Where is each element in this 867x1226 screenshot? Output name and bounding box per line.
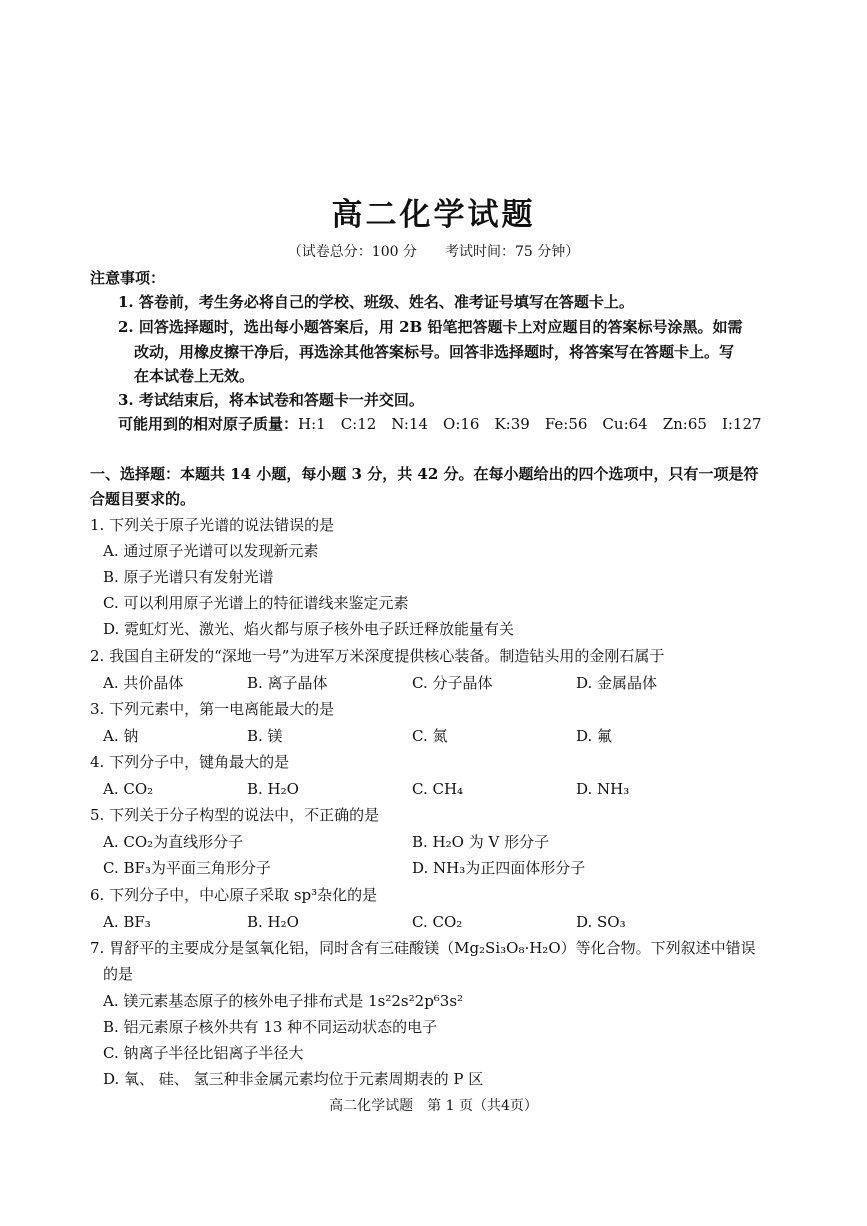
atomic-mass-line: [118, 414, 762, 434]
option: D. NH₃: [576, 780, 630, 798]
option: C. CH₄: [412, 780, 464, 798]
option: D. 氧、 硅、 氢三种非金属元素均位于元素周期表的 P 区: [103, 1070, 484, 1088]
question-stem: 7. 胃舒平的主要成分是氢氧化铝，同时含有三硅酸镁（Mg₂Si₃O₈·H₂O）等化合物。下列叙述中错误: [90, 939, 756, 957]
option: B. 原子光谱只有发射光谱: [103, 568, 274, 586]
notice-item: 1. 答卷前，考生务必将自己的学校、班级、姓名、准考证号填写在答题卡上。: [118, 293, 634, 311]
question-stem: 1. 下列关于原子光谱的说法错误的是: [90, 516, 335, 534]
option: A. BF₃: [103, 913, 151, 931]
option: C. 可以利用原子光谱上的特征谱线来鉴定元素: [103, 594, 409, 612]
notice-item: 在本试卷上无效。: [134, 367, 255, 385]
option: C. 钠离子半径比铝离子半径大: [103, 1044, 304, 1062]
option: C. 氮: [412, 727, 448, 745]
option: D. 金属晶体: [576, 674, 658, 692]
question-stem: 2. 我国自主研发的“深地一号”为进军万米深度提供核心装备。制造钻头用的金刚石属于: [90, 647, 665, 665]
option: A. CO₂为直线形分子: [103, 833, 244, 851]
option: B. H₂O: [247, 913, 299, 931]
notice-item: 3. 考试结束后，将本试卷和答题卡一并交回。: [118, 391, 424, 409]
option: D. 霓虹灯光、激光、焰火都与原子核外电子跃迁释放能量有关: [103, 620, 515, 638]
option: B. H₂O: [247, 780, 299, 798]
option: C. 分子晶体: [412, 674, 493, 692]
question-stem: 5. 下列关于分子构型的说法中，不正确的是: [90, 806, 380, 824]
option: A. 镁元素基态原子的核外电子排布式是 1s²2s²2p⁶3s²: [103, 992, 464, 1010]
page-footer: 高二化学试题 第 1 页（共4页）: [329, 1098, 538, 1114]
question-stem: 3. 下列元素中，第一电离能最大的是: [90, 700, 335, 718]
option: A. 共价晶体: [103, 674, 184, 692]
option: D. SO₃: [576, 913, 626, 931]
notice-heading: 注意事项：: [90, 269, 166, 287]
exam-info: （试卷总分：100 分 考试时间：75 分钟）: [287, 244, 580, 260]
option: A. CO₂: [103, 780, 154, 798]
page-title: 高二化学试题: [331, 197, 536, 233]
option: A. 钠: [103, 727, 139, 745]
option: D. 氟: [576, 727, 613, 745]
option: B. 离子晶体: [247, 674, 328, 692]
option: D. NH₃为正四面体形分子: [412, 859, 586, 877]
atomic-mass-values: H:1 C:12 N:14 O:16 K:39 Fe:56 Cu:64 Zn:65 I:127: [298, 415, 762, 433]
question-stem-cont: 的是: [103, 965, 134, 983]
notice-item: 改动，用橡皮擦干净后，再选涂其他答案标号。回答非选择题时，将答案写在答题卡上。写: [134, 343, 735, 361]
option: C. BF₃为平面三角形分子: [103, 859, 271, 877]
section-heading-cont: 合题目要求的。: [90, 490, 196, 508]
atomic-mass-label: 可能用到的相对原子质量：: [118, 415, 299, 433]
question-stem: 6. 下列分子中，中心原子采取 sp³杂化的是: [90, 886, 378, 904]
option: C. CO₂: [412, 913, 463, 931]
option: B. 铝元素原子核外共有 13 种不同运动状态的电子: [103, 1018, 438, 1036]
option: B. 镁: [247, 727, 283, 745]
option: A. 通过原子光谱可以发现新元素: [103, 542, 319, 560]
option: B. H₂O 为 V 形分子: [412, 833, 550, 851]
section-heading: 一、选择题：本题共 14 小题，每小题 3 分，共 42 分。在每小题给出的四个选项中，只有一项是符: [90, 465, 759, 483]
notice-item: 2. 回答选择题时，选出每小题答案后，用 2B 铅笔把答题卡上对应题目的答案标号涂黑。如需: [118, 318, 743, 336]
question-stem: 4. 下列分子中，键角最大的是: [90, 753, 290, 771]
